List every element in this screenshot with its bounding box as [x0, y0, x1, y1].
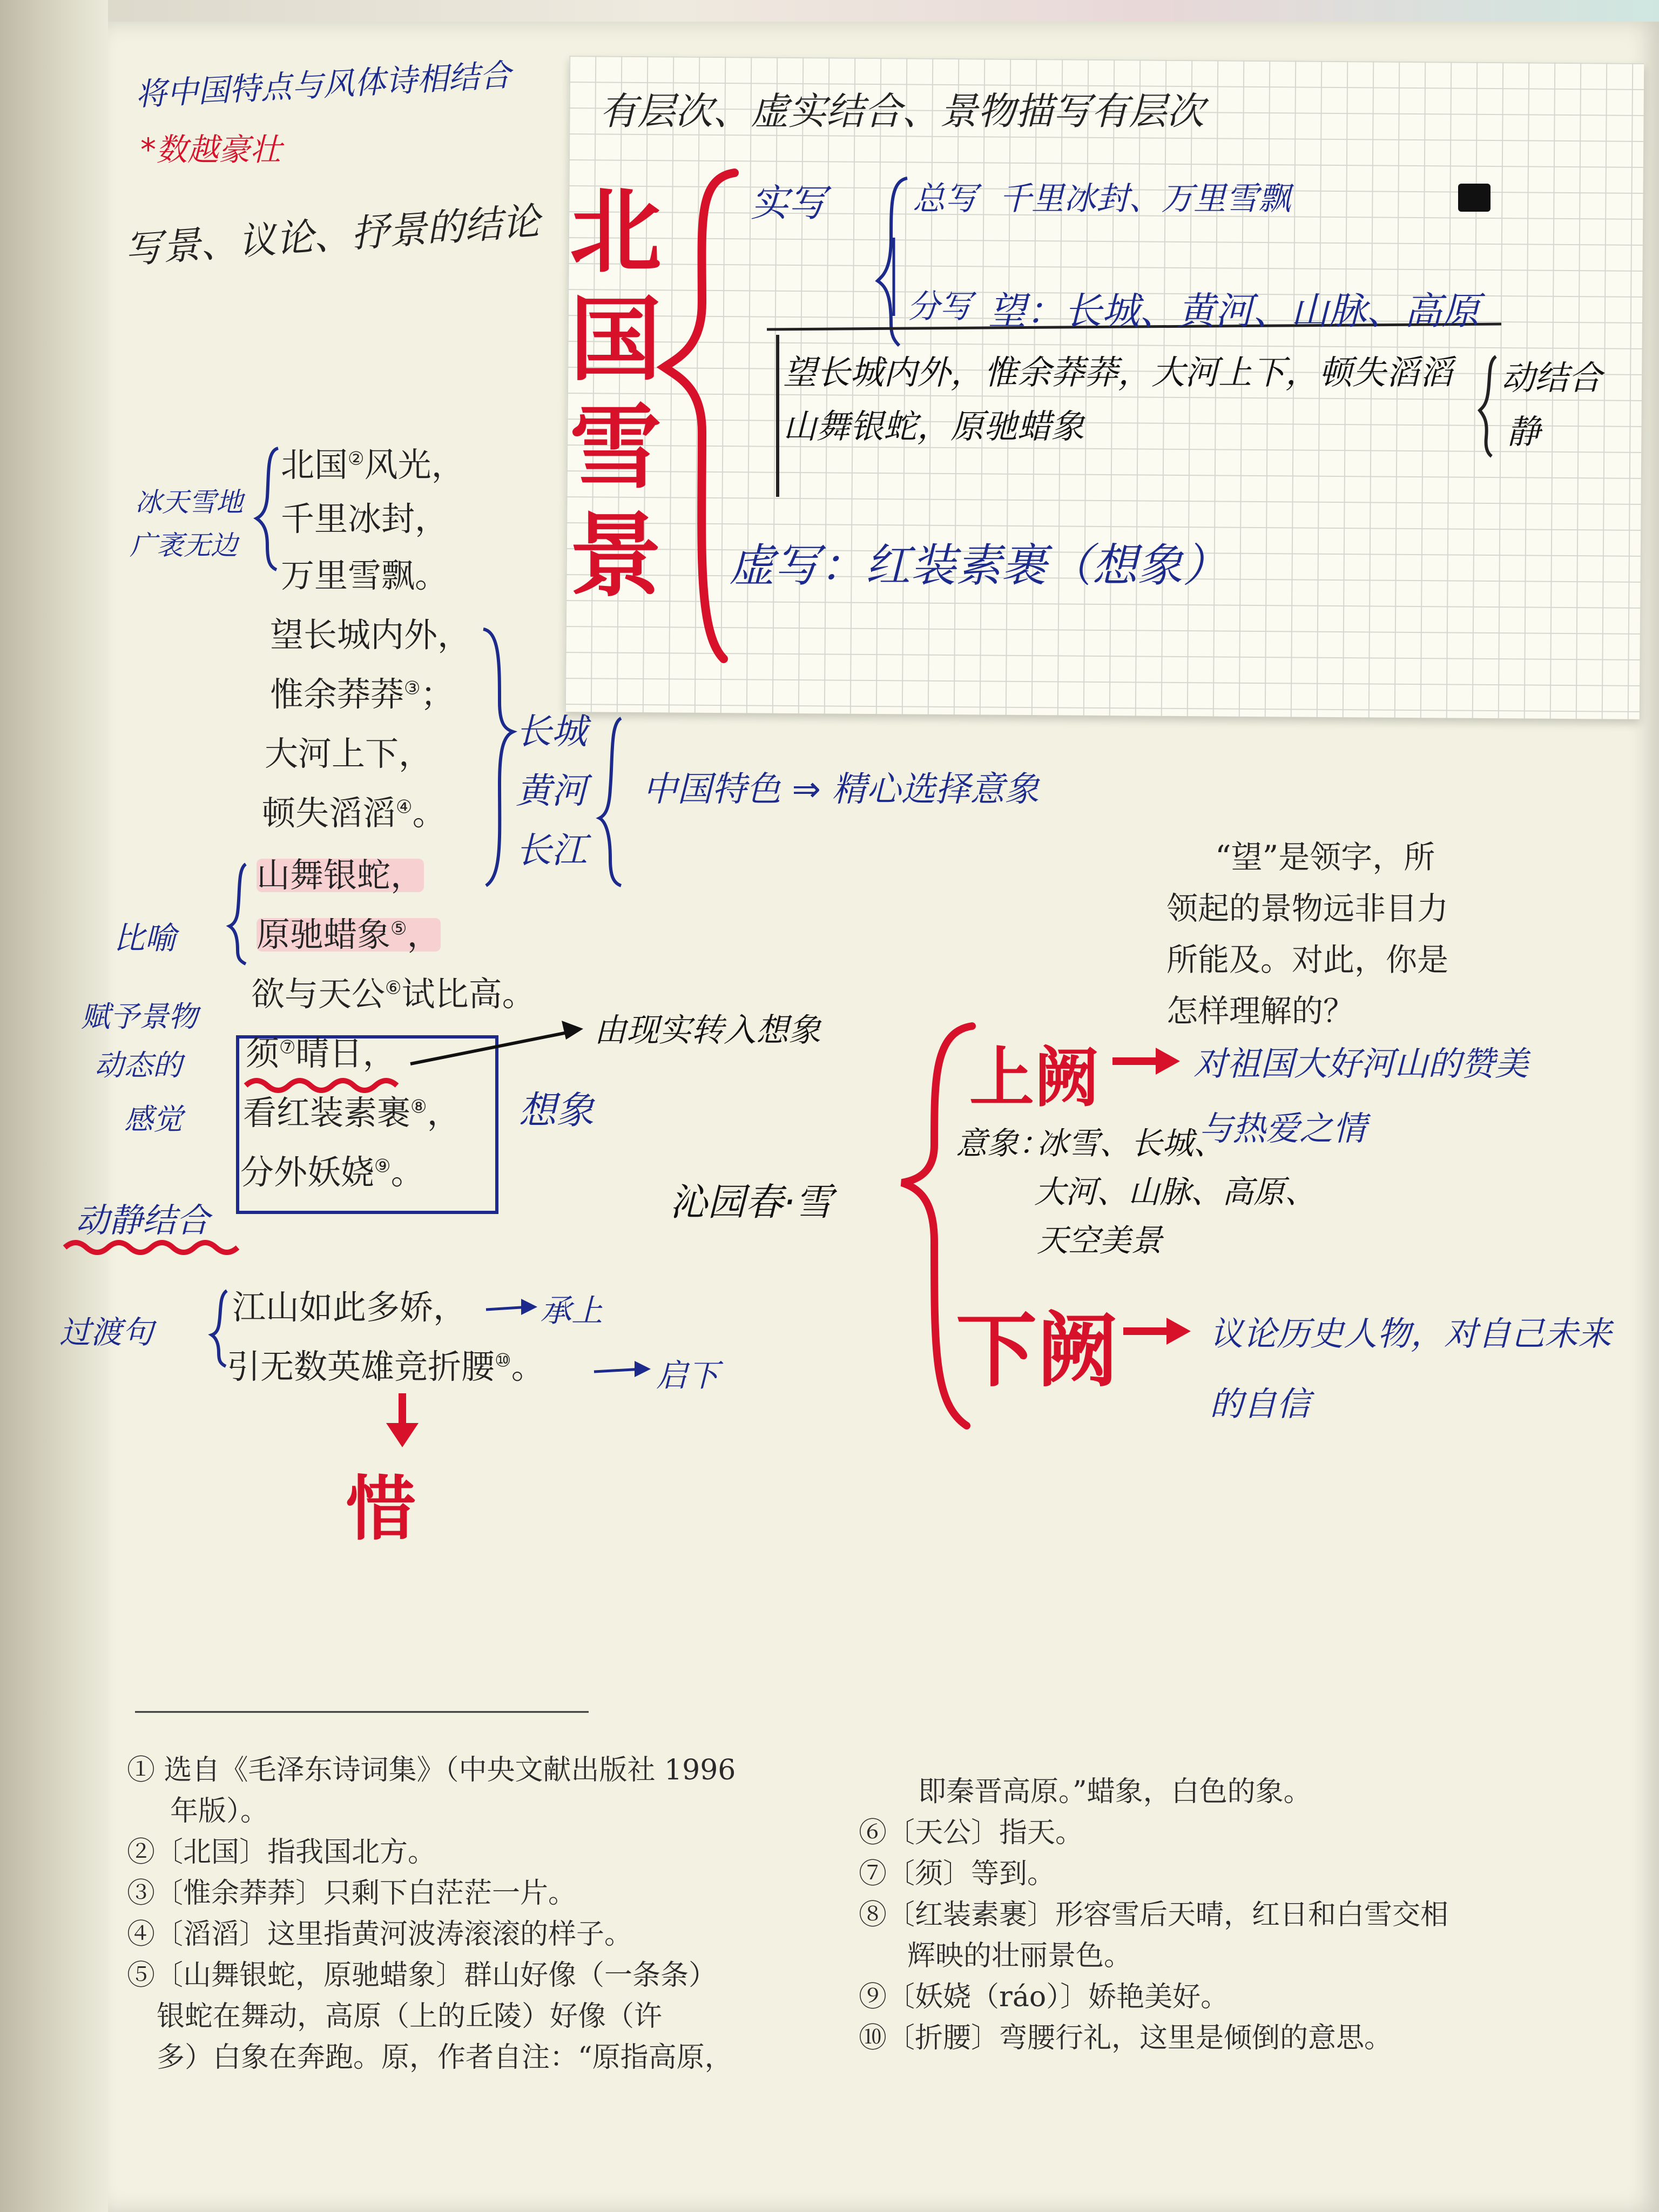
question-line-2: 领起的景物远非目力: [1166, 890, 1449, 927]
text-virtual: 虚写：红装素裹（想象）: [729, 539, 1229, 592]
river-yellow: 黄河: [516, 770, 587, 812]
brace-transition: [212, 1291, 227, 1366]
arrow-head-lower: [1166, 1318, 1191, 1345]
label-detail: 分写: [907, 288, 972, 326]
note-china-feature: 中国特色 ⇒ 精心选择意象: [643, 770, 1040, 810]
footnote-4: ④〔滔滔〕这里指黄河波涛滚滚的样子。: [127, 1918, 633, 1951]
note-give-motion-3: 感觉: [124, 1102, 183, 1136]
note-ice-world: 冰天雪地: [135, 487, 243, 518]
note-cheng-shang: 承上: [540, 1292, 603, 1329]
text-dynamic: 动结合: [1501, 358, 1602, 397]
poem-line-6: 大河上下，: [265, 734, 433, 773]
text-detail-line1: 望长城内外，惟余莽莽，大河上下，顿失滔滔: [783, 353, 1453, 392]
footnote-8a: ⑧〔红装素裹〕形容雪后天晴，红日和白雪交相: [859, 1899, 1449, 1931]
mindmap-upper-desc-2: 与热爱之情: [1199, 1109, 1367, 1148]
poem-line-9: 原驰蜡象⑤，: [257, 915, 441, 954]
footnote-5c: 多）白象在奔跑。原，作者自注：“原指高原，: [157, 2041, 733, 2074]
brace-ice-world: [257, 448, 278, 570]
footnote-7: ⑦〔须〕等到。: [859, 1858, 1056, 1890]
question-line-4: 怎样理解的？: [1166, 993, 1355, 1029]
footnote-6: ⑥〔天公〕指天。: [859, 1817, 1084, 1849]
footnote-5a: ⑤〔山舞银蛇，原驰蜡象〕群山好像（一条条）: [127, 1959, 717, 1992]
note-qi-xia: 启下: [656, 1357, 719, 1394]
sticky-header: 有层次、虚实结合、景物描写有层次: [599, 89, 1204, 133]
arrow-head-upper: [1156, 1048, 1180, 1075]
red-arrow-head-xi: [386, 1423, 419, 1447]
note-combine: 将中国特点与风体诗相结合: [134, 56, 512, 113]
poem-line-10: 欲与天公⑥试比高。: [251, 974, 536, 1014]
title-char-1: 北: [569, 179, 662, 286]
mindmap-imagery-2: 大河、山脉、高原、: [1034, 1174, 1317, 1210]
arrow-head-real-to-imag: [562, 1021, 583, 1040]
footnote-5d: 即秦晋高原。”蜡象，白色的象。: [918, 1776, 1312, 1808]
rivers-list: [516, 702, 587, 880]
poem-line-1: 北国②风光，: [281, 445, 465, 484]
mindmap-imagery-label: 意象：: [956, 1125, 1050, 1162]
note-imagine: 想象: [518, 1088, 594, 1132]
note-structure: 写景、议论、抒景的结论: [123, 199, 542, 272]
brace-china-feature: [599, 718, 621, 886]
poem-line-12: 看红装素裹⑧，: [243, 1093, 461, 1132]
note-dyn-static: 动静结合: [76, 1201, 210, 1240]
mindmap-center: 沁园春·雪: [670, 1180, 833, 1224]
poem-line-2: 千里冰封，: [281, 499, 449, 538]
poem-line-4: 望长城内外，: [270, 615, 471, 655]
footnote-2: ②〔北国〕指我国北方。: [127, 1836, 436, 1869]
poem-line-14: 江山如此多娇，: [232, 1287, 467, 1327]
brace-rivers: [483, 629, 513, 886]
brace-metaphor: [230, 864, 246, 964]
footnote-5b: 银蛇在舞动，高原（上的丘陵）好像（许: [157, 2000, 663, 2033]
mindmap-lower-desc-2: 的自信: [1210, 1384, 1311, 1424]
question-line-3: 所能及。对此，你是: [1166, 941, 1449, 978]
footnote-10: ⑩〔折腰〕弯腰行礼，这里是倾倒的意思。: [859, 2022, 1393, 2054]
footnote-3: ③〔惟余莽莽〕只剩下白茫茫一片。: [127, 1877, 577, 1910]
note-give-motion-1: 赋予景物: [81, 1000, 198, 1034]
note-vast: 广袤无边: [130, 530, 238, 561]
brace-dyn-static: [1480, 356, 1496, 456]
note-real-to-imag: 由现实转入想象: [594, 1011, 821, 1049]
note-transition: 过渡句: [59, 1314, 154, 1351]
text-detail-line2: 山舞银蛇，原驰蜡象: [783, 407, 1085, 446]
footnotes-left: [127, 1750, 736, 2078]
poem-line-5: 惟余莽莽③；: [270, 675, 454, 714]
question-block: [1166, 832, 1449, 1037]
text-overall: 千里冰封、万里雪飘: [999, 180, 1291, 218]
river-great-wall: 长城: [516, 711, 587, 752]
label-real: 实写: [751, 181, 826, 225]
red-underline-dyn-static: [65, 1243, 238, 1252]
footnote-8b: 辉映的壮丽景色。: [907, 1940, 1132, 1972]
text-detail-wang: 望：长城、黄河、山脉、高原: [988, 289, 1480, 333]
mindmap-lower-desc-1: 议论历史人物，对自己未来: [1210, 1314, 1612, 1353]
poem-line-11: 须⑦晴日，: [246, 1034, 396, 1073]
footnote-9: ⑨〔妖娆（ráo）〕娇艳美好。: [859, 1981, 1229, 2013]
arrow-head-cheng: [521, 1299, 537, 1315]
poem-line-13: 分外妖娆⑨。: [240, 1152, 424, 1192]
poem-line-3: 万里雪飘。: [281, 556, 449, 595]
mindmap-upper-desc-1: 对祖国大好河山的赞美: [1193, 1044, 1529, 1083]
footnote-1b: 年版）。: [170, 1795, 269, 1827]
title-char-4: 景: [569, 503, 662, 610]
question-line-1: “望”是领字，所: [1215, 839, 1435, 875]
title-char-2: 国: [569, 287, 662, 394]
red-wavy-underline: [246, 1081, 397, 1090]
note-star: *数越豪壮: [140, 131, 282, 168]
poem-line-15: 引无数英雄竞折腰⑩。: [227, 1347, 545, 1386]
footnotes-right: [859, 1771, 1448, 2059]
poem-line-8: 山舞银蛇，: [257, 855, 424, 895]
mindmap-lower: 下阙: [956, 1304, 1118, 1398]
arrow-head-qi: [635, 1361, 651, 1377]
footnote-1a: ① 选自《毛泽东诗词集》（中央文献出版社 1996: [127, 1754, 736, 1786]
mindmap-imagery-1: 冰雪、长城、: [1037, 1125, 1225, 1162]
red-brace-title: [664, 173, 734, 659]
text-static: 静: [1507, 412, 1541, 451]
poem-line-7: 顿失滔滔④。: [262, 793, 446, 833]
river-yangtze: 长江: [516, 830, 587, 871]
mindmap-upper: 上阙: [969, 1041, 1099, 1116]
note-metaphor: 比喻: [113, 920, 177, 956]
label-overall: 总写: [913, 180, 977, 218]
note-give-motion-2: 动态的: [95, 1048, 182, 1082]
mindmap-imagery-3: 天空美景: [1037, 1222, 1163, 1259]
note-xi: 惜: [346, 1468, 416, 1550]
title-char-3: 雪: [569, 395, 662, 502]
